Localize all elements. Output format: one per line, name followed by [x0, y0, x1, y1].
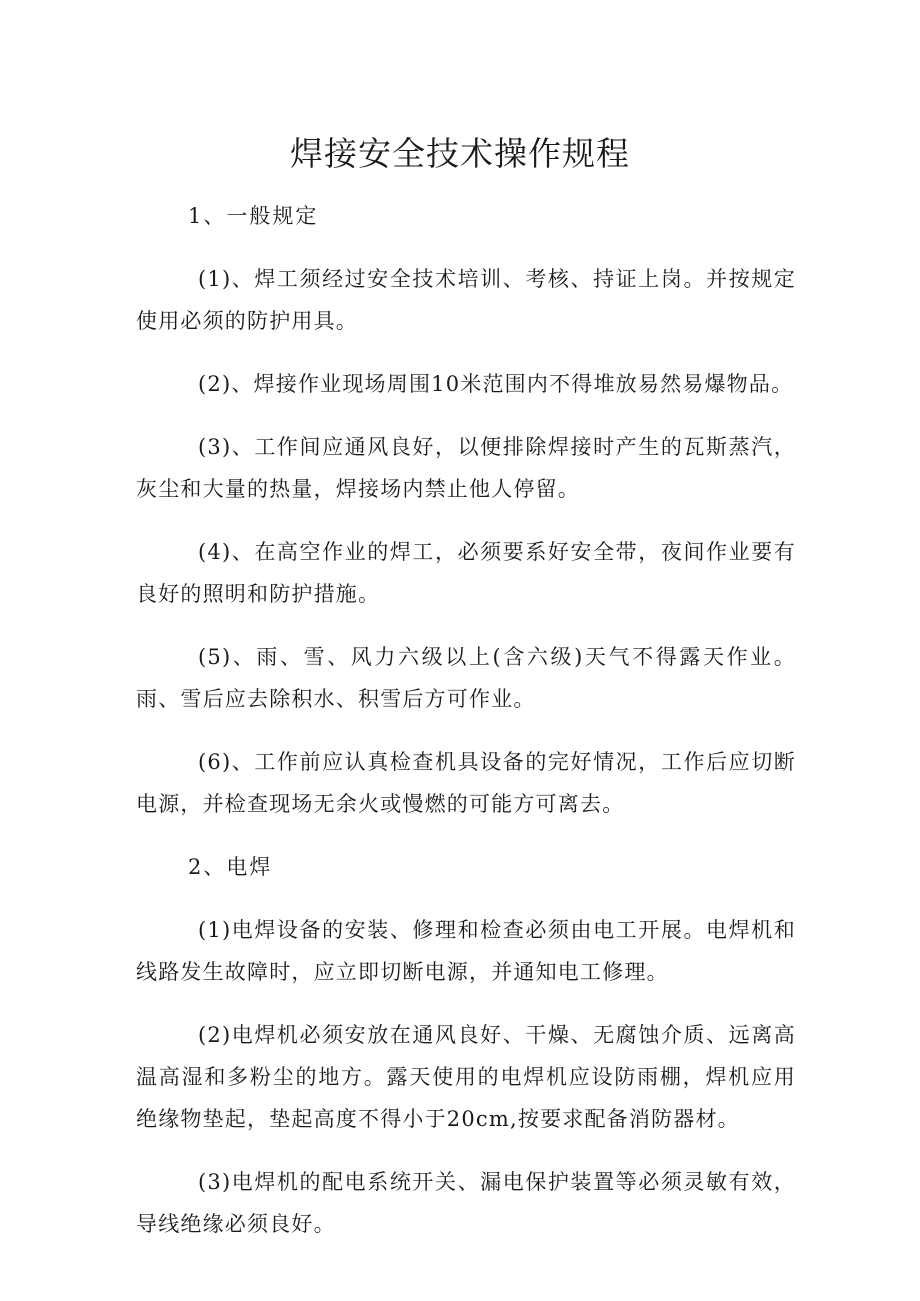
section-heading: 1、一般规定 [188, 204, 319, 228]
document-body [136, 195, 796, 1266]
rule-item: (2)、焊接作业现场周围10米范围内不得堆放易然易爆物品。 [198, 372, 794, 396]
rule-item: (6)、工作前应认真检查机具设备的完好情况，工作后应切断电源，并检查现场无余火或慢燃的可能方可离去。 [136, 750, 796, 816]
rule-item: (5)、雨、雪、风力六级以上(含六级)天气不得露天作业。雨、雪后应去除积水、积雪后方可作业。 [136, 645, 796, 711]
section-electric-welding [136, 846, 796, 1245]
rule-item: (1)、焊工须经过安全技术培训、考核、持证上岗。并按规定使用必须的防护用具。 [136, 267, 796, 333]
rule-item: (4)、在高空作业的焊工，必须要系好安全带，夜间作业要有良好的照明和防护措施。 [136, 540, 796, 606]
rule-item: (3)、工作间应通风良好，以便排除焊接时产生的瓦斯蒸汽，灰尘和大量的热量，焊接场内禁止他人停留。 [136, 435, 796, 501]
rule-item: (1)电焊设备的安装、修理和检查必须由电工开展。电焊机和线路发生故障时，应立即切断电源，并通知电工修理。 [136, 918, 796, 984]
rule-item: (3)电焊机的配电系统开关、漏电保护装置等必须灵敏有效，导线绝缘必须良好。 [136, 1170, 796, 1236]
section-general-rules [136, 195, 796, 825]
rule-item: (2)电焊机必须安放在通风良好、干燥、无腐蚀介质、远离高温高湿和多粉尘的地方。露天使用的电焊机应设防雨棚，焊机应用绝缘物垫起，垫起高度不得小于20cm,按要求配备消防器材。 [136, 1023, 796, 1131]
document-title: 焊接安全技术操作规程 [290, 134, 630, 173]
section-heading: 2、电焊 [188, 855, 273, 879]
